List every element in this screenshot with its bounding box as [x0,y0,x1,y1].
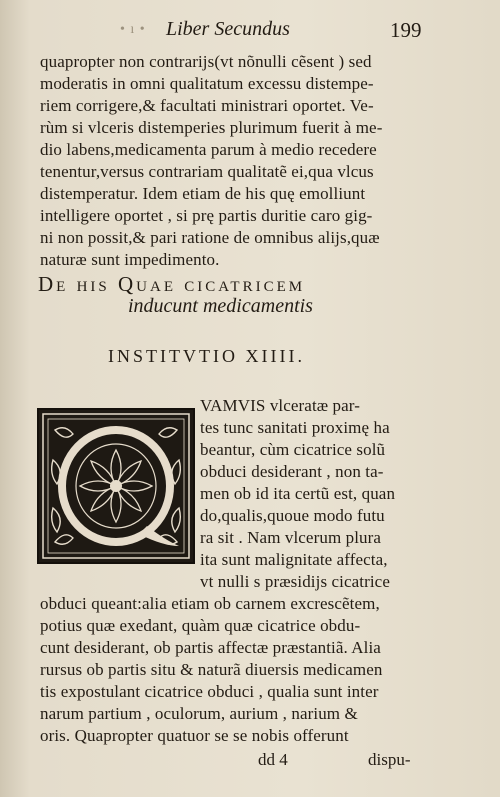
catchword: dispu- [368,750,411,769]
running-header [120,18,450,44]
text-line: dio labens,medicamenta parum à medio recedere [40,140,377,159]
page-number: 199 [390,18,422,42]
text-line: vt nulli s præsidijs cicatrice [200,572,390,591]
text-line: cunt desiderant, ob partis affectæ præstantiã. Alia [40,638,381,657]
text-line: tes tunc sanitati proximę ha [200,418,390,437]
text-line: obduci queant:alia etiam ob carnem excrescẽtem, [40,594,380,613]
section-heading: De his Quae cicatricem [38,272,306,296]
institution-title: INSTITVTIO XIIII. [108,346,305,366]
text-line: obduci desiderant , non ta- [200,462,384,481]
text-line: narum partium , oculorum, aurium , narium & [40,704,358,723]
text-line: tenentur,versus contrariam qualitatẽ ei,qua vlcus [40,162,374,181]
text-line: do,qualis,quoue modo futu [200,506,385,525]
text-line: distemperatur. Idem etiam de his quę emolliunt [40,184,366,203]
text-line: moderatis in omni qualitatum excessu distempe- [40,74,374,93]
text-line: intelligere oportet , si prę partis duritie caro gig- [40,206,373,225]
text-line: potius quæ exedant, quàm quæ cicatrice obdu- [40,616,361,635]
text-line: men ob id ita certũ est, quan [200,484,396,503]
show-through-text: • ı • [120,22,146,37]
text-line: riem corrigere,& facultati ministrari oportet. Ve- [40,96,374,115]
text-line: naturæ sunt impedimento. [40,250,220,269]
ornamental-initial [37,408,195,564]
text-line: rursus ob partis situ & naturã diuersis medicamen [40,660,383,679]
text-line: VAMVIS vlceratæ par- [200,396,360,415]
section-subheading: inducunt medicamentis [128,295,313,317]
running-title: Liber Secundus [166,18,290,40]
text-line: rùm si vlceris distemperies plurimum fuerit à me- [40,118,383,137]
text-line: oris. Quapropter quatuor se se nobis offerunt [40,726,349,745]
text-line: beantur, cùm cicatrice solũ [200,440,386,459]
text-line: ita sunt malignitate affecta, [200,550,388,569]
text-line: tis expostulant cicatrice obduci , qualia sunt inter [40,682,379,701]
ornamental-initial-q-icon [39,410,193,562]
text-line: ra sit . Nam vlcerum plura [200,528,382,547]
text-line: ni non possit,& pari ratione de omnibus alijs,quæ [40,228,380,247]
signature-mark: dd 4 [258,750,288,769]
text-line: quapropter non contrarijs(vt nõnulli cẽsent ) sed [40,52,372,71]
